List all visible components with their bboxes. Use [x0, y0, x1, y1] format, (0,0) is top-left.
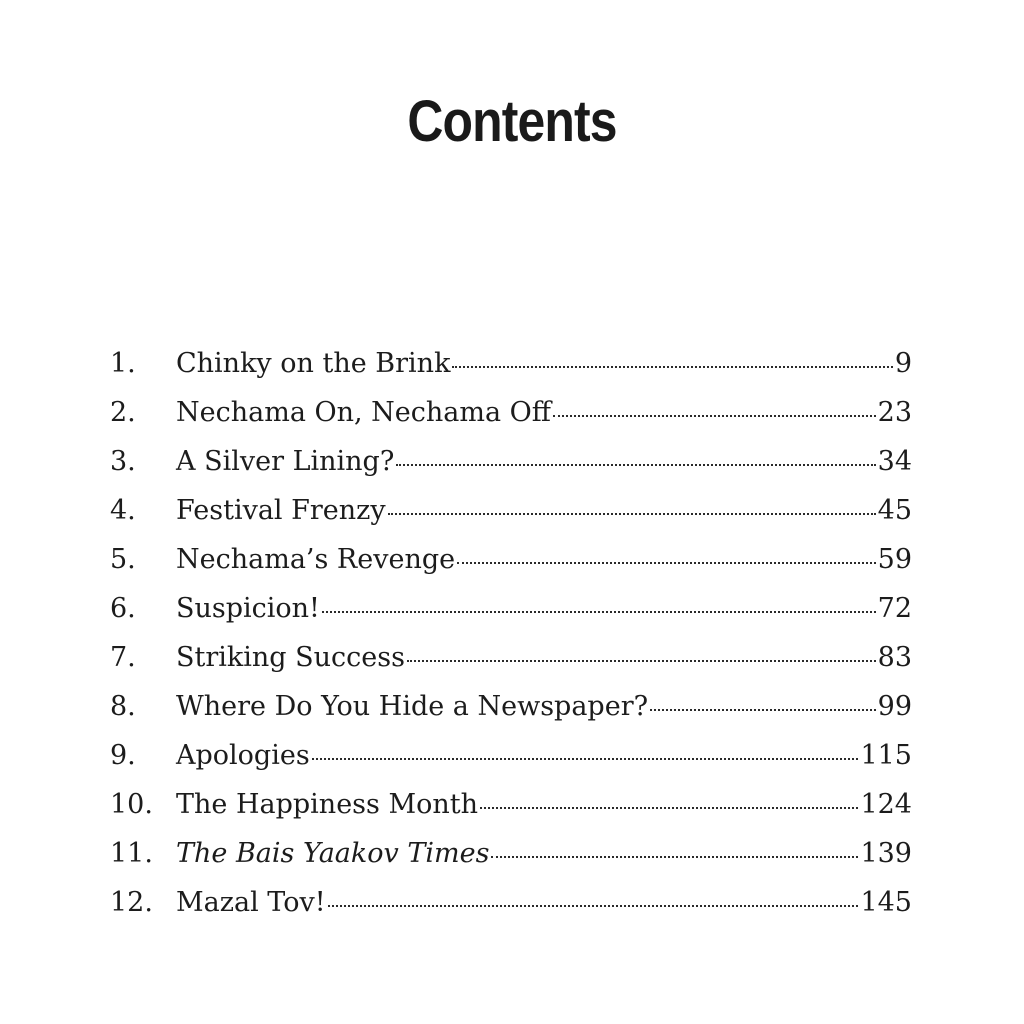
toc-entry-page-number: 34 — [877, 446, 912, 477]
toc-entry — [110, 838, 912, 887]
toc-entry-page-number: 115 — [860, 740, 912, 771]
toc-entry-title: Striking Success — [176, 642, 405, 673]
toc-entry-page-number: 9 — [894, 348, 912, 379]
toc-entry — [110, 642, 912, 691]
dot-leader — [322, 611, 876, 613]
page-title: Contents — [407, 89, 617, 154]
dot-leader — [480, 807, 858, 809]
toc-entry-number: 2. — [110, 397, 136, 428]
toc-entry-page-number: 83 — [877, 642, 912, 673]
toc-entry-number: 7. — [110, 642, 136, 673]
toc-entry-number: 3. — [110, 446, 136, 477]
toc-entry-page-number: 99 — [877, 691, 912, 722]
toc-entry-number: 6. — [110, 593, 136, 624]
toc-entry-title: Chinky on the Brink — [176, 348, 451, 379]
toc-entry — [110, 789, 912, 838]
toc-entry-number: 8. — [110, 691, 136, 722]
dot-leader — [457, 562, 876, 564]
toc-entry-number: 12. — [110, 887, 153, 918]
dot-leader — [328, 905, 859, 907]
toc-entry — [110, 887, 912, 936]
toc-entry-page-number: 124 — [860, 789, 912, 820]
toc-entry — [110, 740, 912, 789]
toc-entry — [110, 593, 912, 642]
toc-entry-page-number: 45 — [877, 495, 912, 526]
toc-entry-page-number: 23 — [877, 397, 912, 428]
toc-entry-page-number: 139 — [860, 838, 912, 869]
toc-entry-page-number: 59 — [877, 544, 912, 575]
toc-entry-number: 11. — [110, 838, 153, 869]
toc-entry-title: Nechama On, Nechama Off — [176, 397, 551, 428]
table-of-contents — [110, 348, 912, 936]
toc-entry — [110, 446, 912, 495]
toc-entry-title: Nechama’s Revenge — [176, 544, 456, 575]
toc-entry-title: Where Do You Hide a Newspaper? — [176, 691, 649, 722]
toc-entry-number: 4. — [110, 495, 136, 526]
toc-entry-number: 5. — [110, 544, 136, 575]
toc-entry-number: 9. — [110, 740, 136, 771]
toc-entry — [110, 397, 912, 446]
toc-entry — [110, 544, 912, 593]
dot-leader — [312, 758, 859, 760]
toc-entry-number: 10. — [110, 789, 153, 820]
toc-entry — [110, 691, 912, 740]
toc-entry-title: A Silver Lining? — [176, 446, 395, 477]
toc-entry-title: Festival Frenzy — [176, 495, 386, 526]
toc-entry-page-number: 72 — [877, 593, 912, 624]
dot-leader — [388, 513, 876, 515]
toc-entry-page-number: 145 — [860, 887, 912, 918]
toc-entry-title: Suspicion! — [176, 593, 320, 624]
dot-leader — [491, 856, 858, 858]
toc-entry — [110, 348, 912, 397]
dot-leader — [407, 660, 876, 662]
dot-leader — [396, 464, 875, 466]
toc-entry-number: 1. — [110, 348, 136, 379]
dot-leader — [553, 415, 876, 417]
toc-entry-title: The Bais Yaakov Times — [176, 838, 490, 869]
dot-leader — [650, 709, 876, 711]
dot-leader — [452, 366, 892, 368]
toc-entry-title: Mazal Tov! — [176, 887, 326, 918]
toc-entry — [110, 495, 912, 544]
toc-entry-title: Apologies — [176, 740, 310, 771]
toc-entry-title: The Happiness Month — [176, 789, 478, 820]
